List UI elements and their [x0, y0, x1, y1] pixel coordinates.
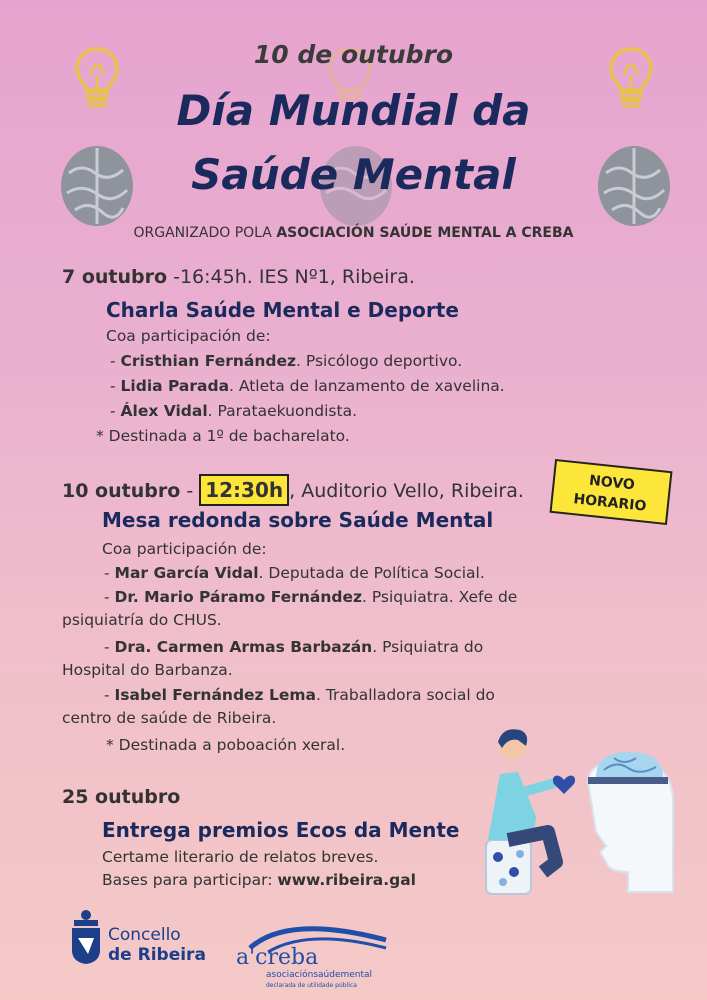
participant-name: Dr. Mario Páramo Fernández [114, 588, 362, 606]
event1-intro: Coa participación de: [106, 327, 271, 345]
event2-participant: - Dra. Carmen Armas Barbazán. Psiquiatra do [104, 638, 484, 656]
event1-title: Charla Saúde Mental e Deporte [106, 298, 459, 322]
event2-title: Mesa redonda sobre Saúde Mental [102, 508, 494, 532]
participant-role: . Traballadora social do [315, 686, 495, 704]
page-title-line2: Saúde Mental [191, 150, 516, 199]
acreba-name: a'creba [236, 945, 319, 970]
participant-name: Álex Vidal [120, 402, 208, 420]
participant-name: Lidia Parada [120, 377, 230, 395]
bases-prefix: Bases para participar: [102, 871, 278, 889]
acreba-tag: declarada de utilidade pública [266, 982, 357, 989]
concello-line2: de Ribeira [108, 945, 206, 965]
acreba-sub: asociaciónsaúdemental [266, 970, 373, 980]
header-date: 10 de outubro [253, 40, 454, 69]
event1-date-line [62, 266, 415, 288]
website-link[interactable]: www.ribeira.gal [277, 871, 416, 889]
event1-participant: - Lidia Parada. Atleta de lanzamento de xavelina. [110, 377, 505, 395]
event2-date-line [62, 474, 524, 506]
participant-role: . Atleta de lanzamento de xavelina. [229, 377, 505, 395]
event2-participant-cont: psiquiatría do CHUS. [62, 611, 222, 629]
event1-note: * Destinada a 1º de bacharelato. [96, 427, 350, 445]
event2-note: * Destinada a poboación xeral. [106, 736, 346, 754]
event2-participant: - Isabel Fernández Lema. Traballadora social do [104, 686, 495, 704]
event1-participant: - Álex Vidal. Parataekuondista. [110, 402, 357, 420]
concello-logo-text [108, 925, 206, 965]
page-title-line1: Día Mundial da [176, 86, 531, 135]
event2-time-highlight: 12:30h [199, 474, 289, 506]
participant-name: Cristhian Fernández [120, 352, 297, 370]
organizer-line [0, 225, 707, 241]
event3-title: Entrega premios Ecos da Mente [102, 818, 460, 842]
event3-line2 [102, 871, 416, 890]
badge-line1: NOVO [588, 472, 636, 494]
event2-participant-cont: centro de saúde de Ribeira. [62, 709, 277, 727]
event2-sep: - [180, 480, 200, 502]
event2-participant-cont: Hospital do Barbanza. [62, 661, 233, 679]
participant-role: . Parataekuondista. [207, 402, 357, 420]
event3-line1: Certame literario de relatos breves. [102, 848, 379, 866]
event2-intro: Coa participación de: [102, 540, 267, 558]
event2-date: 10 outubro [62, 480, 181, 502]
event1-participant: - Cristhian Fernández. Psicólogo deportivo. [110, 352, 463, 370]
participant-name: Isabel Fernández Lema [114, 686, 316, 704]
badge-line2: HORARIO [572, 491, 648, 515]
participant-role: . Deputada de Política Social. [258, 564, 485, 582]
city-shield-logo [68, 908, 104, 966]
new-schedule-badge [550, 459, 673, 525]
event2-place: , Auditorio Vello, Ribeira. [289, 480, 524, 502]
organizer-prefix: ORGANIZADO POLA [133, 225, 277, 241]
organizer-name: ASOCIACIÓN SAÚDE MENTAL A CREBA [276, 225, 574, 241]
person-heart-illustration [478, 722, 688, 897]
participant-name: Mar García Vidal [114, 564, 259, 582]
event2-participant: - Dr. Mario Páramo Fernández. Psiquiatra. Xefe de [104, 588, 518, 606]
participant-role: . Psiquiatra. Xefe de [361, 588, 518, 606]
event2-participant: - Mar García Vidal. Deputada de Política Social. [104, 564, 485, 582]
concello-line1: Concello [108, 925, 181, 945]
participant-name: Dra. Carmen Armas Barbazán [114, 638, 373, 656]
participant-role: . Psicólogo deportivo. [296, 352, 463, 370]
event1-date: 7 outubro [62, 266, 168, 288]
event3-date-line [62, 786, 180, 808]
event1-details: -16:45h. IES Nº1, Ribeira. [167, 266, 415, 288]
event3-date: 25 outubro [62, 786, 181, 808]
participant-role: . Psiquiatra do [372, 638, 484, 656]
